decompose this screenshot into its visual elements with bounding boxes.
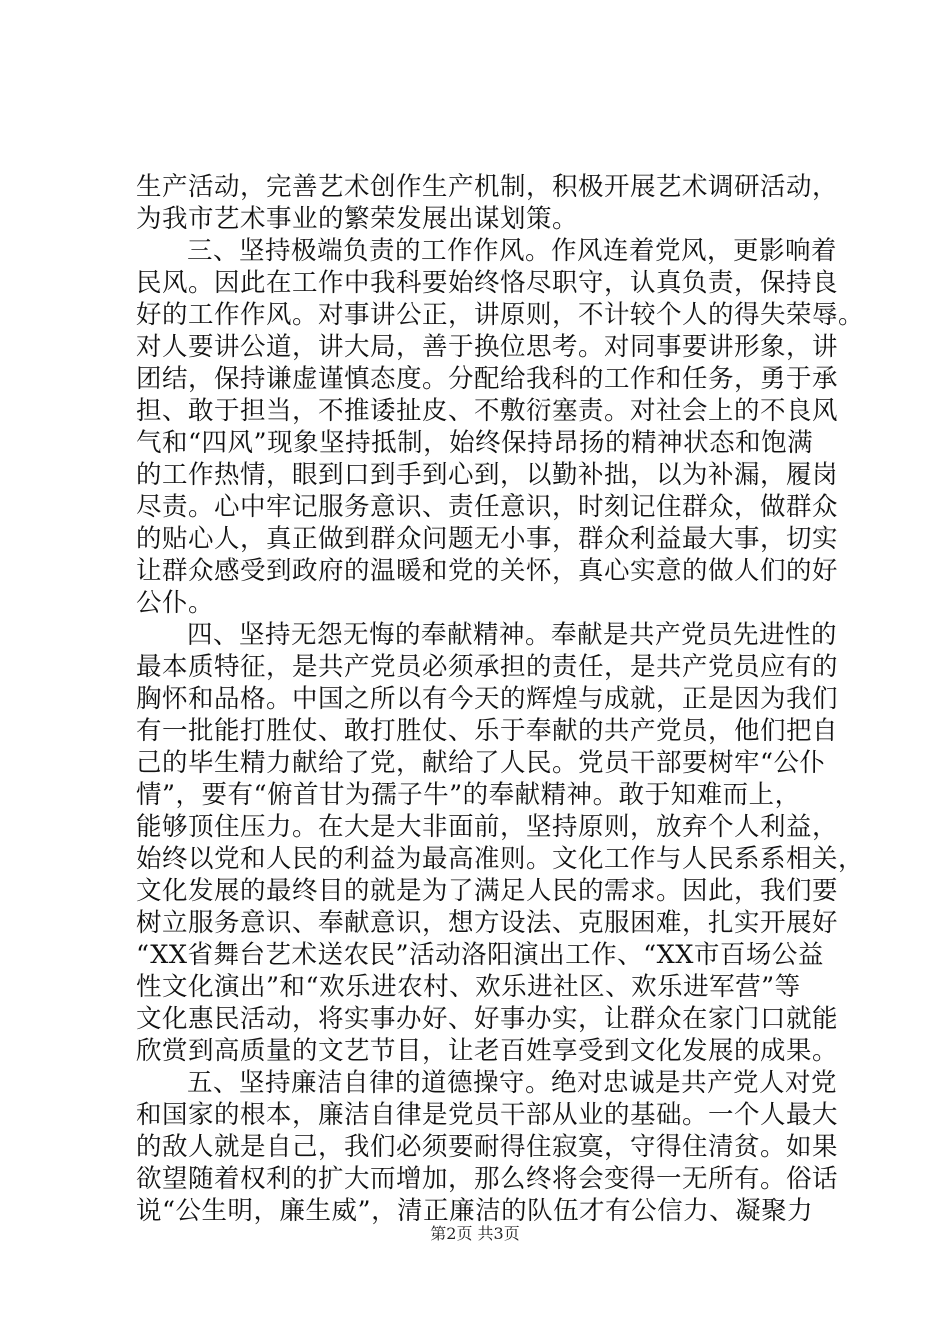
text-line: 团结，保持谦虚谨慎态度。分配给我科的工作和任务，勇于承 [136, 364, 839, 394]
text-line: 说“公生明，廉生威”，清正廉洁的队伍才有公信力、凝聚力 [136, 1196, 814, 1226]
text-line: 民风。因此在工作中我科要始终恪尽职守，认真负责，保持良 [136, 268, 839, 298]
text-line: 和国家的根本，廉洁自律是党员干部从业的基础。一个人最大 [136, 1100, 839, 1130]
text-line: “XX省舞台艺术送农民”活动洛阳演出工作、“XX市百场公益 [136, 940, 824, 970]
text-line: 的贴心人，真正做到群众问题无小事，群众利益最大事，切实 [136, 524, 839, 554]
section-heading-line: 三、坚持极端负责的工作作风。作风连着党风，更影响着 [187, 236, 838, 266]
text-line: 让群众感受到政府的温暖和党的关怀，真心实意的做人们的好 [136, 556, 839, 586]
text-line: 文化发展的最终目的就是为了满足人民的需求。因此，我们要 [136, 876, 839, 906]
text-line: 情”，要有“俯首甘为孺子牛”的奉献精神。敢于知难而上， [136, 780, 801, 810]
text-line: 能够顶住压力。在大是大非面前，坚持原则，放弃个人利益， [136, 812, 839, 842]
text-line: 性文化演出”和“欢乐进农村、欢乐进社区、欢乐进军营”等 [136, 972, 801, 1002]
text-line: 最本质特征，是共产党员必须承担的责任，是共产党员应有的 [136, 652, 839, 682]
text-line: 为我市艺术事业的繁荣发展出谋划策。 [136, 204, 579, 234]
text-line: 对人要讲公道，讲大局，善于换位思考。对同事要讲形象，讲 [136, 332, 839, 362]
text-line: 好的工作作风。对事讲公正，讲原则，不计较个人的得失荣辱。 [136, 300, 865, 330]
text-line: 气和“四风”现象坚持抵制，始终保持昂扬的精神状态和饱满 [136, 428, 814, 458]
text-line: 胸怀和品格。中国之所以有今天的辉煌与成就，正是因为我们 [136, 684, 839, 714]
text-line: 的敌人就是自己，我们必须要耐得住寂寞，守得住清贫。如果 [136, 1132, 839, 1162]
text-line: 生产活动，完善艺术创作生产机制，积极开展艺术调研活动， [136, 172, 839, 202]
text-line: 尽责。心中牢记服务意识、责任意识，时刻记住群众，做群众 [136, 492, 839, 522]
text-line: 欣赏到高质量的文艺节目，让老百姓享受到文化发展的成果。 [136, 1036, 839, 1066]
text-line: 公仆。 [136, 588, 215, 618]
text-line: 有一批能打胜仗、敢打胜仗、乐于奉献的共产党员，他们把自 [136, 716, 839, 746]
text-line: 担、敢于担当，不推诿扯皮、不敷衍塞责。对社会上的不良风 [136, 396, 839, 426]
text-line: 的工作热情，眼到口到手到心到，以勤补拙，以为补漏，履岗 [136, 460, 839, 490]
section-heading-line: 四、坚持无怨无悔的奉献精神。奉献是共产党员先进性的 [187, 620, 838, 650]
section-heading-line: 五、坚持廉洁自律的道德操守。绝对忠诚是共产党人对党 [187, 1068, 838, 1098]
page-number-footer: 第2页 共3页 [430, 1224, 520, 1243]
text-line: 始终以党和人民的利益为最高准则。文化工作与人民系系相关， [136, 844, 865, 874]
text-line: 文化惠民活动，将实事办好、好事办实，让群众在家门口就能 [136, 1004, 839, 1034]
text-line: 己的毕生精力献给了党，献给了人民。党员干部要树牢“公仆 [136, 748, 826, 778]
text-line: 欲望随着权利的扩大而增加，那么终将会变得一无所有。俗话 [136, 1164, 839, 1194]
text-line: 树立服务意识、奉献意识，想方设法、克服困难，扎实开展好 [136, 908, 839, 938]
